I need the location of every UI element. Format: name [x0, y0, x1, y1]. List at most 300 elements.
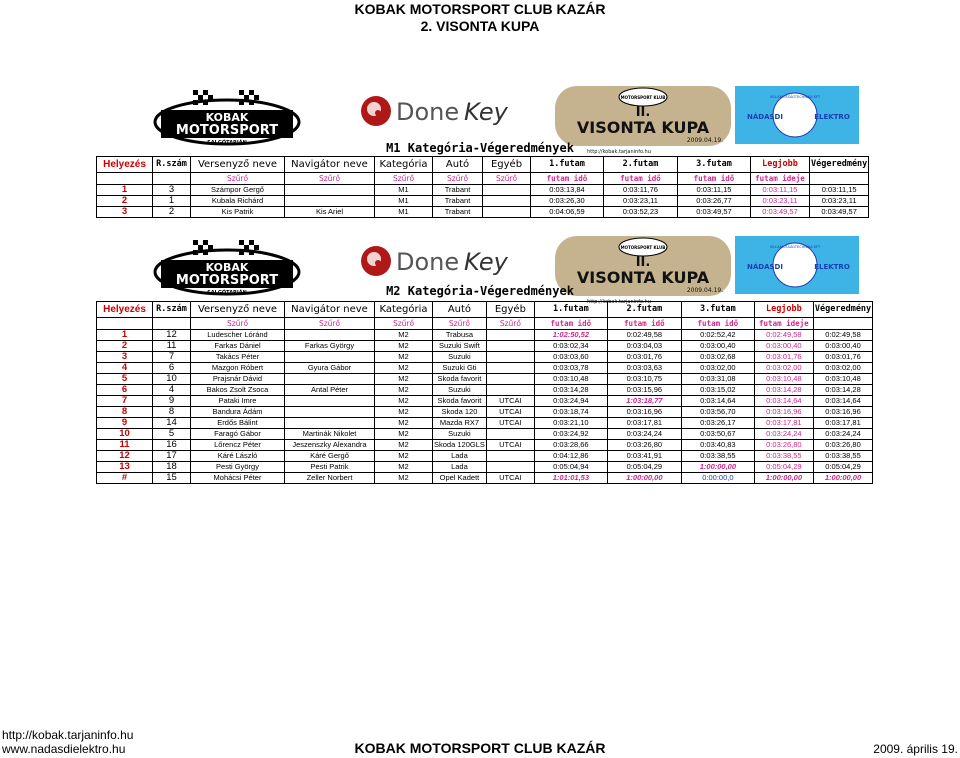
car-cell: Skoda 120GLS [434, 440, 485, 449]
best-cell: 0:03:38,55 [754, 451, 813, 462]
donekey-text-b: Key [464, 248, 508, 276]
visonta-logo-date-text: 2009.04.19. [686, 287, 724, 294]
best-cell: 0:03:02,00 [754, 363, 813, 374]
col-category-header: Kategória [375, 157, 433, 173]
navigator-cell [285, 374, 375, 385]
donekey-text-a: Done [396, 248, 460, 276]
r3-cell: 0:03:15,02 [681, 385, 754, 396]
other-cell: UTCAI [486, 440, 534, 451]
table-row [97, 429, 873, 440]
r2-cell: 1:00:00,00 [607, 473, 681, 484]
table-row [97, 185, 869, 196]
nadasdi-text-b: ELEKTRO [814, 263, 850, 271]
r3-cell: 0:03:00,40 [681, 341, 754, 352]
final-cell: 1:00:00,00 [813, 473, 872, 484]
table-row [97, 451, 873, 462]
kobak-logo-bottom-text: MOTORSPORT [175, 123, 279, 138]
kobak-logo-top-text: KOBAK [205, 261, 249, 274]
col-r1-header: 1.futam [531, 157, 604, 173]
num-cell: 2 [153, 207, 191, 218]
col-driver-header: Versenyző neve [191, 302, 285, 318]
r3-sub-label: futam idő [678, 173, 751, 185]
visonta-logo-club-text: MOTORSPORT KLUB [620, 245, 666, 250]
col-navigator-header: Navigátor neve [285, 157, 375, 173]
donekey-logo [356, 244, 536, 278]
r1-cell: 0:03:14,28 [534, 385, 607, 396]
best-cell: 0:03:10,48 [754, 374, 813, 385]
r1-cell: 0:03:13,84 [531, 185, 604, 196]
pos-cell: 1 [97, 185, 153, 196]
table-row [97, 473, 873, 484]
other-cell [486, 385, 534, 396]
car-cell: Skoda favorit [433, 396, 487, 407]
m1-subheader-row [97, 173, 869, 185]
sub-empty [153, 173, 191, 185]
r3-cell: 1:00:00,00 [681, 462, 754, 473]
r1-cell: 0:03:18,74 [534, 407, 607, 418]
footer-url-1[interactable]: http://kobak.tarjaninfo.hu [2, 728, 134, 742]
table-row [97, 396, 873, 407]
r1-cell: 0:04:06,59 [531, 207, 604, 218]
driver-cell: Lőrencz Péter [191, 440, 285, 451]
r3-cell: 0:03:56,70 [681, 407, 754, 418]
pos-cell: 3 [97, 207, 153, 218]
navigator-cell [285, 418, 375, 429]
best-cell: 0:03:11,15 [751, 185, 810, 196]
car-cell: Skoda 120 [433, 407, 487, 418]
nadasdi-text-a: NÁDASDI [747, 113, 783, 121]
navigator-cell [285, 352, 375, 363]
other-cell [486, 363, 534, 374]
table-row [97, 196, 869, 207]
final-cell: 0:03:16,96 [813, 407, 872, 418]
pos-cell: 7 [97, 396, 153, 407]
driver-filter[interactable]: Szűrő [191, 318, 285, 330]
col-final-header: Végeredmény [813, 302, 872, 318]
navigator-cell [285, 407, 375, 418]
navigator-filter[interactable]: Szűrő [285, 173, 375, 185]
donekey-text-b: Key [464, 98, 508, 126]
r1-sub-label: futam idő [531, 173, 604, 185]
car-cell: Suzuki [433, 352, 487, 363]
r3-cell: 0:03:26,17 [681, 418, 754, 429]
visonta-logo-club-text: MOTORSPORT KLUB [620, 95, 666, 100]
other-cell [486, 374, 534, 385]
col-category-header: Kategória [375, 302, 433, 318]
r2-cell: 0:03:17,81 [607, 418, 681, 429]
category-cell: M2 [375, 429, 433, 440]
sub-empty [153, 318, 191, 330]
other-cell: UTCAI [486, 473, 534, 484]
category-cell: M2 [375, 385, 433, 396]
col-driver-header: Versenyző neve [191, 157, 285, 173]
r1-cell: 0:03:21,10 [534, 418, 607, 429]
final-cell: 0:03:10,48 [813, 374, 872, 385]
r2-cell: 0:03:41,91 [607, 451, 681, 462]
category-cell: M2 [375, 374, 433, 385]
col-best-header: Legjobb [754, 302, 813, 318]
car-cell: Mazda RX7 [433, 418, 487, 429]
m2-subheader-row [97, 318, 873, 330]
table-row [97, 385, 873, 396]
driver-cell: Mohácsi Péter [191, 473, 285, 484]
best-cell: 0:03:17,81 [754, 418, 813, 429]
num-cell: 11 [153, 341, 191, 352]
sub-empty [97, 318, 153, 330]
nadasdi-text-b: ELEKTRO [814, 113, 850, 121]
r2-cell: 0:03:15,96 [607, 385, 681, 396]
driver-cell: Kubala Richárd [191, 196, 285, 207]
car-cell: Suzuki [433, 429, 487, 440]
num-cell: 4 [153, 385, 191, 396]
car-cell: Lada [433, 451, 487, 462]
r1-cell: 1:02:50,52 [534, 330, 607, 341]
category-cell: M2 [375, 462, 433, 473]
best-cell: 0:03:49,57 [751, 207, 810, 218]
col-r3-header: 3.futam [678, 157, 751, 173]
table-row [97, 363, 873, 374]
col-navigator-header: Navigátor neve [285, 302, 375, 318]
driver-cell: Számpor Gergő [191, 185, 285, 196]
best-cell: 0:03:24,24 [754, 429, 813, 440]
category-cell: M2 [375, 341, 433, 352]
pos-cell: 2 [97, 341, 153, 352]
final-cell: 0:03:38,55 [813, 451, 872, 462]
r2-cell: 0:03:23,11 [604, 196, 678, 207]
r3-cell: 0:03:26,77 [678, 196, 751, 207]
pos-cell: 12 [97, 451, 153, 462]
col-pos-header: Helyezés [97, 302, 153, 318]
navigator-filter[interactable]: Szűrő [285, 318, 375, 330]
car-cell: Suzuki Swift [433, 341, 487, 352]
num-cell: 1 [153, 196, 191, 207]
kobak-logo-city-text: SALGÓTARJÁN [207, 290, 247, 296]
driver-cell: Pataki Imre [191, 396, 285, 407]
pos-cell: 8 [97, 407, 153, 418]
pos-cell: 6 [97, 385, 153, 396]
r1-cell: 0:03:24,92 [534, 429, 607, 440]
category-cell: M2 [375, 330, 433, 341]
category-filter[interactable]: Szűrő [375, 318, 433, 330]
footer-title: KOBAK MOTORSPORT CLUB KAZÁR [354, 740, 606, 756]
pos-cell: 1 [97, 330, 153, 341]
nadasdi-ring-text: VILLAMOSSÁGTECHNIKA KFT [769, 95, 821, 99]
r2-cell: 0:03:24,24 [607, 429, 681, 440]
r2-cell: 0:03:11,76 [604, 185, 678, 196]
best-sub-label: futam ideje [754, 318, 813, 330]
navigator-cell: Antal Péter [285, 385, 375, 396]
pos-cell: 4 [97, 363, 153, 374]
other-cell [486, 352, 534, 363]
col-pos-header: Helyezés [97, 157, 153, 173]
navigator-cell: Jeszenszky Alexandra [285, 440, 375, 451]
num-cell: 18 [153, 462, 191, 473]
sub-empty [810, 173, 869, 185]
car-cell: Trabant [433, 207, 483, 218]
r3-cell: 0:03:14,64 [681, 396, 754, 407]
category-cell: M2 [375, 407, 433, 418]
visonta-logo-name-text: VISONTA KUPA [576, 118, 710, 137]
car-cell: Trabant [433, 185, 483, 196]
pos-cell: 5 [97, 374, 153, 385]
car-filter[interactable]: Szűrő [433, 318, 487, 330]
kobak-motorsport-logo [153, 88, 301, 146]
col-r1-header: 1.futam [534, 302, 607, 318]
best-cell: 0:03:26,80 [754, 440, 813, 451]
r3-cell: 0:03:02,68 [681, 352, 754, 363]
driver-cell: Bakos Zsolt Zsoca [191, 385, 285, 396]
r3-cell: 0:03:50,67 [681, 429, 754, 440]
car-cell: Trabant [433, 196, 483, 207]
num-cell: 9 [153, 396, 191, 407]
num-cell: 3 [153, 185, 191, 196]
navigator-cell [285, 185, 375, 196]
col-car-header: Autó [433, 157, 483, 173]
category-cell: M2 [375, 451, 433, 462]
navigator-cell: Gyura Gábor [285, 363, 375, 374]
nadasdi-elektro-logo [735, 86, 859, 144]
nadasdi-text-a: NÁDASDI [747, 263, 783, 271]
col-best-header: Legjobb [751, 157, 810, 173]
r2-cell: 0:03:52,23 [604, 207, 678, 218]
driver-cell: Mazgon Róbert [191, 363, 285, 374]
other-cell [486, 330, 534, 341]
navigator-cell: Kis Ariel [285, 207, 375, 218]
other-cell: UTCAI [486, 407, 534, 418]
category-cell: M2 [375, 363, 433, 374]
num-cell: 16 [153, 440, 191, 451]
category-cell: M2 [375, 352, 433, 363]
best-cell: 0:03:14,28 [754, 385, 813, 396]
final-cell: 0:03:14,64 [813, 396, 872, 407]
navigator-cell: Zeller Norbert [285, 473, 375, 484]
r1-cell: 0:03:03,78 [534, 363, 607, 374]
other-cell [483, 185, 531, 196]
category-cell: M1 [375, 196, 433, 207]
visonta-logo-url-text: http://kobak.tarjaninfo.hu [587, 149, 651, 154]
m2-section-title: M2 Kategória-Végeredmények [386, 284, 574, 298]
final-cell: 0:03:17,81 [813, 418, 872, 429]
pos-cell: # [97, 473, 153, 484]
r1-cell: 0:03:28,66 [534, 440, 607, 451]
r3-sub-label: futam idő [681, 318, 754, 330]
final-cell: 0:03:14,28 [813, 385, 872, 396]
nadasdi-ring-text: VILLAMOSSÁGTECHNIKA KFT [769, 245, 821, 249]
car-cell: Suzuki Gti [433, 363, 487, 374]
visonta-logo-name-text: VISONTA KUPA [576, 268, 710, 287]
final-cell: 0:03:02,00 [813, 363, 872, 374]
car-cell: Trabusa [433, 330, 487, 341]
final-cell: 0:05:04,29 [813, 462, 872, 473]
final-cell: 0:02:49,58 [813, 330, 872, 341]
col-r2-header: 2.futam [607, 302, 681, 318]
r1-cell: 0:03:26,30 [531, 196, 604, 207]
driver-cell: Bandura Ádám [191, 407, 285, 418]
visonta-logo-url-text: http://kobak.tarjaninfo.hu [587, 299, 651, 304]
r1-cell: 1:01:01,53 [534, 473, 607, 484]
pos-cell: 9 [97, 418, 153, 429]
r2-sub-label: futam idő [604, 173, 678, 185]
m1-results-table [96, 156, 869, 218]
r2-cell: 0:03:10,75 [607, 374, 681, 385]
num-cell: 8 [153, 407, 191, 418]
car-cell: Suzuki [433, 385, 487, 396]
r3-cell: 0:03:31,08 [681, 374, 754, 385]
donekey-text-a: Done [396, 98, 460, 126]
other-cell [486, 429, 534, 440]
r3-cell: 0:03:40,83 [681, 440, 754, 451]
num-cell: 14 [153, 418, 191, 429]
driver-cell: Takács Péter [191, 352, 285, 363]
col-num-header: R.szám [153, 157, 191, 173]
other-cell [486, 462, 534, 473]
category-cell: M2 [375, 473, 433, 484]
car-filter[interactable]: Szűrő [433, 173, 483, 185]
other-cell: UTCAI [486, 396, 534, 407]
num-cell: 12 [153, 330, 191, 341]
category-filter[interactable]: Szűrő [375, 173, 433, 185]
r2-cell: 0:03:26,80 [607, 440, 681, 451]
navigator-cell: Martinák Nikolet [285, 429, 375, 440]
col-other-header: Egyéb [486, 302, 534, 318]
r2-cell: 0:02:49,58 [607, 330, 681, 341]
final-cell: 0:03:23,11 [810, 196, 869, 207]
r2-sub-label: futam idő [607, 318, 681, 330]
col-final-header: Végeredmény [810, 157, 869, 173]
r1-cell: 0:04:12,86 [534, 451, 607, 462]
best-cell: 0:03:16,96 [754, 407, 813, 418]
driver-cell: Kis Patrik [191, 207, 285, 218]
navigator-cell: Pesti Patrik [285, 462, 375, 473]
r3-cell: 0:03:02,00 [681, 363, 754, 374]
num-cell: 7 [153, 352, 191, 363]
donekey-logo [356, 94, 536, 128]
other-cell [486, 341, 534, 352]
pos-cell: 11 [97, 440, 153, 451]
page-subtitle: 2. VISONTA KUPA [420, 18, 540, 34]
r1-cell: 0:03:03,60 [534, 352, 607, 363]
m1-header-row [97, 157, 869, 173]
other-cell: UTCAI [486, 418, 534, 429]
final-cell: 0:03:26,80 [813, 440, 872, 451]
footer-date: 2009. április 19. [873, 742, 958, 756]
sub-empty [813, 318, 872, 330]
best-cell: 1:00:00,00 [754, 473, 813, 484]
best-cell: 0:03:14,64 [754, 396, 813, 407]
r3-cell: 0:00:00,0 [681, 473, 754, 484]
m1-section-title: M1 Kategória-Végeredmények [386, 141, 574, 155]
other-filter[interactable]: Szűrő [483, 173, 531, 185]
navigator-cell [285, 196, 375, 207]
other-cell [483, 207, 531, 218]
kobak-logo-bottom-text: MOTORSPORT [175, 273, 279, 288]
pos-cell: 3 [97, 352, 153, 363]
final-cell: 0:03:24,24 [813, 429, 872, 440]
best-cell: 0:03:23,11 [751, 196, 810, 207]
driver-filter[interactable]: Szűrő [191, 173, 285, 185]
r1-cell: 0:03:10,48 [534, 374, 607, 385]
best-cell: 0:05:04,29 [754, 462, 813, 473]
col-other-header: Egyéb [483, 157, 531, 173]
navigator-cell [285, 396, 375, 407]
driver-cell: Prajsnár Dávid [191, 374, 285, 385]
r1-sub-label: futam idő [534, 318, 607, 330]
driver-cell: Pesti György [191, 462, 285, 473]
table-row [97, 341, 873, 352]
r2-cell: 0:03:03,63 [607, 363, 681, 374]
table-row [97, 330, 873, 341]
driver-cell: Erdős Bálint [191, 418, 285, 429]
category-cell: M2 [375, 396, 433, 407]
page-title: KOBAK MOTORSPORT CLUB KAZÁR [354, 1, 606, 17]
table-row [97, 374, 873, 385]
navigator-cell [285, 330, 375, 341]
best-sub-label: futam ideje [751, 173, 810, 185]
car-cell: Skoda favorit [433, 374, 487, 385]
visonta-logo-roman-text: II. [635, 105, 651, 120]
best-cell: 0:02:49,58 [754, 330, 813, 341]
driver-cell: Ludescher Lóránd [191, 330, 285, 341]
driver-cell: Faragó Gábor [191, 429, 285, 440]
final-cell: 0:03:11,15 [810, 185, 869, 196]
r2-cell: 0:03:04,03 [607, 341, 681, 352]
r2-cell: 1:03:18,77 [607, 396, 681, 407]
col-r3-header: 3.futam [681, 302, 754, 318]
category-cell: M2 [375, 418, 433, 429]
car-cell: Lada [433, 462, 487, 473]
kobak-logo-top-text: KOBAK [205, 111, 249, 124]
num-cell: 5 [153, 429, 191, 440]
r1-cell: 0:03:02,34 [534, 341, 607, 352]
r1-cell: 0:05:04,94 [534, 462, 607, 473]
table-row [97, 407, 873, 418]
col-car-header: Autó [433, 302, 487, 318]
r3-cell: 0:02:52,42 [681, 330, 754, 341]
pos-cell: 10 [97, 429, 153, 440]
sub-empty [97, 173, 153, 185]
r2-cell: 0:03:01,76 [607, 352, 681, 363]
m2-header-row [97, 302, 873, 318]
category-cell: M1 [375, 207, 433, 218]
col-r2-header: 2.futam [604, 157, 678, 173]
category-cell: M1 [375, 185, 433, 196]
pos-cell: 13 [97, 462, 153, 473]
category-cell: M2 [375, 440, 433, 451]
r1-cell: 0:03:24,94 [534, 396, 607, 407]
table-row [97, 418, 873, 429]
col-num-header: R.szám [153, 302, 191, 318]
m2-results-table [96, 301, 873, 484]
r3-cell: 0:03:49,57 [678, 207, 751, 218]
r2-cell: 0:05:04,29 [607, 462, 681, 473]
final-cell: 0:03:00,40 [813, 341, 872, 352]
other-cell [486, 451, 534, 462]
table-row [97, 207, 869, 218]
kobak-logo-city-text: SALGÓTARJÁN [207, 140, 247, 146]
other-filter[interactable]: Szűrő [486, 318, 534, 330]
driver-cell: Farkas Dániel [191, 341, 285, 352]
best-cell: 0:03:00,40 [754, 341, 813, 352]
final-cell: 0:03:49,57 [810, 207, 869, 218]
table-row [97, 440, 873, 451]
footer-url-2[interactable]: www.nadasdielektro.hu [2, 742, 126, 756]
num-cell: 10 [153, 374, 191, 385]
navigator-cell: Farkas György [285, 341, 375, 352]
num-cell: 6 [153, 363, 191, 374]
navigator-cell: Káré Gergő [285, 451, 375, 462]
table-row [97, 462, 873, 473]
car-cell: Opel Kadett [433, 473, 487, 484]
